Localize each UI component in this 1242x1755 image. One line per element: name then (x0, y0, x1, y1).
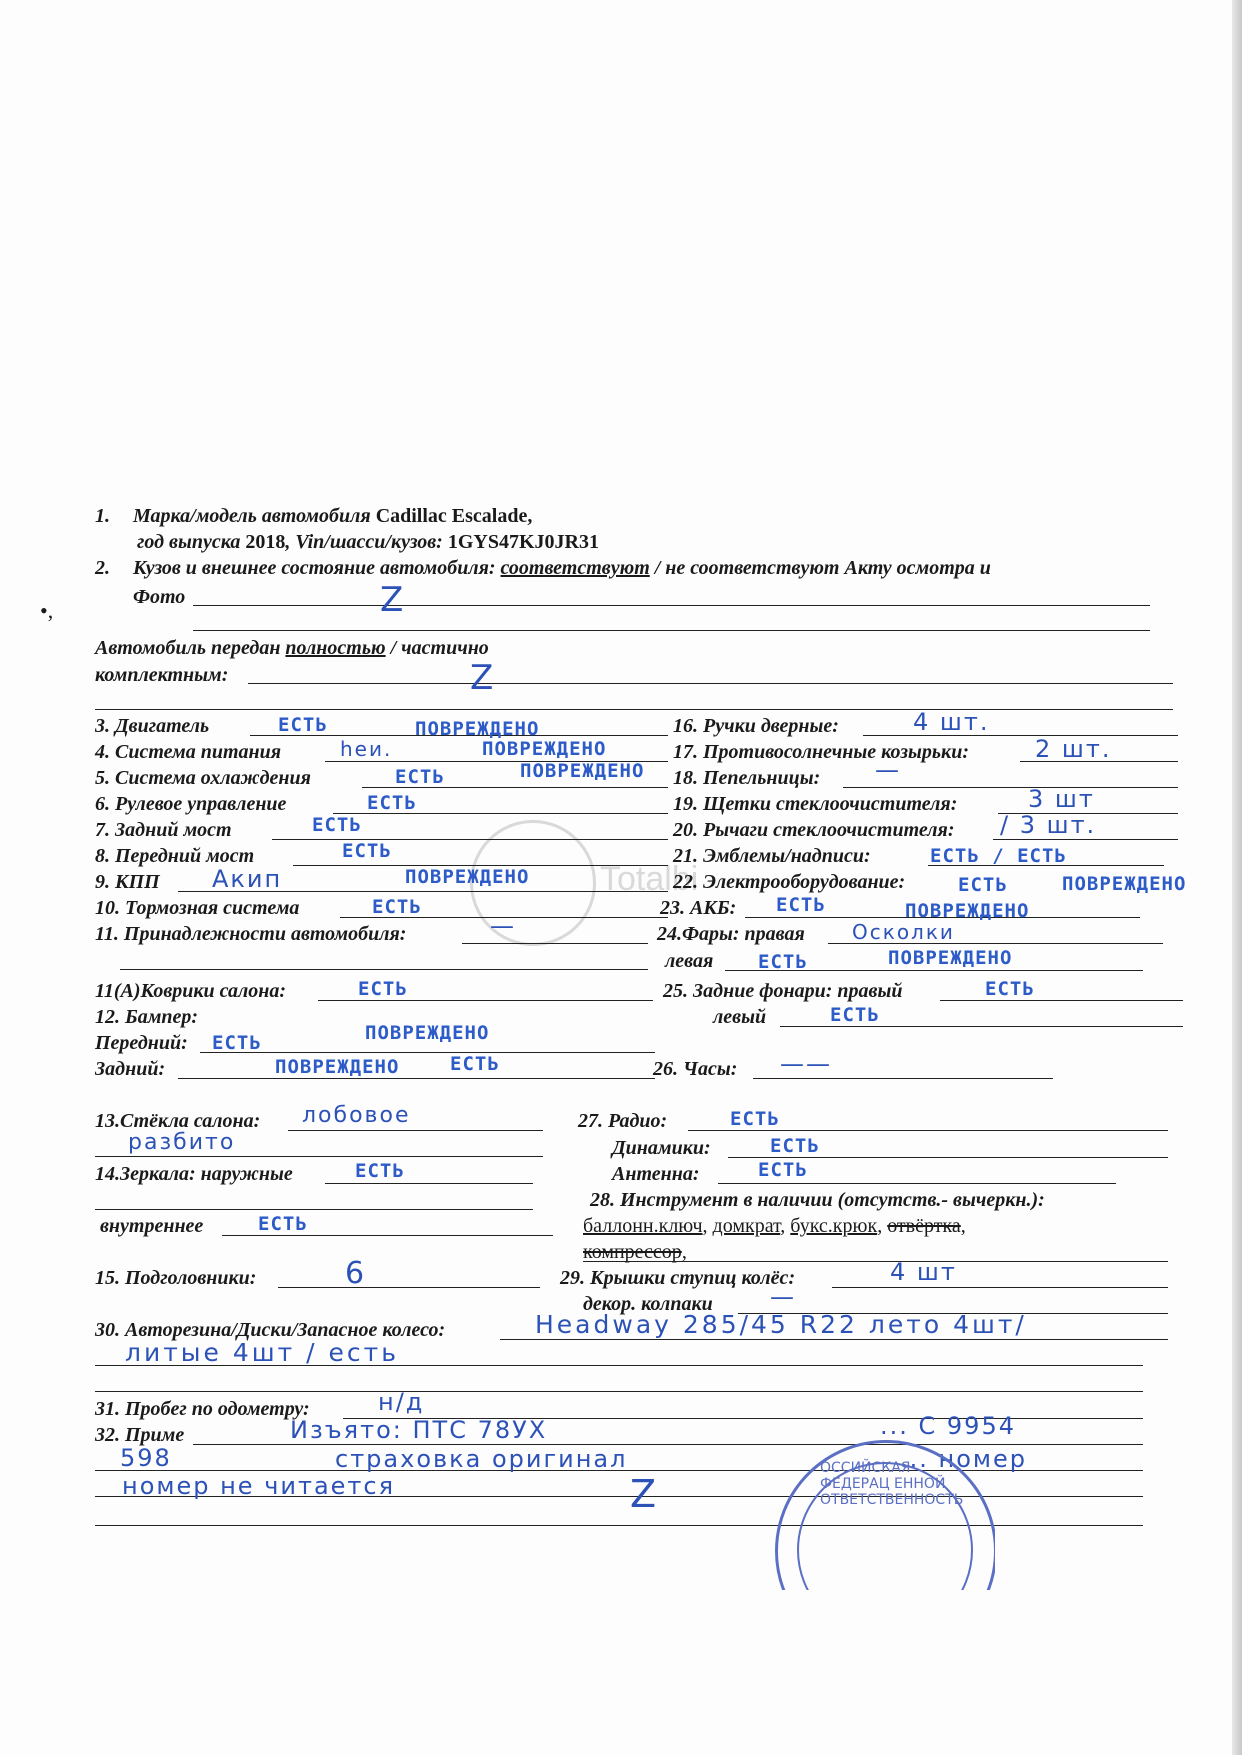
speakers-stamp: ЕСТЬ (770, 1135, 820, 1157)
engine-label: 3. Двигатель (95, 715, 210, 737)
mirrors-inner-stamp: ЕСТЬ (258, 1213, 308, 1235)
emblems-stamp: ЕСТЬ / ЕСТЬ (930, 845, 1067, 867)
item-2-option-match: соответствуют (500, 557, 650, 579)
gearbox-label: 9. КПП (95, 871, 160, 893)
antenna-line (718, 1183, 1116, 1184)
wiper-arms-line (993, 839, 1178, 840)
door-handles-handwritten: 4 шт. (913, 708, 990, 736)
item-1-line2 (137, 531, 599, 553)
rear-axle-line (272, 839, 668, 840)
glass-line-2 (95, 1156, 543, 1157)
glass-handwritten-2: разбито (128, 1130, 236, 1155)
tool-jack: домкрат (712, 1215, 781, 1237)
scan-edge (1232, 0, 1242, 1755)
sun-visors-label: 17. Противосолнечные козырьки: (673, 741, 969, 763)
bumper-rear-stamp-present: ЕСТЬ (450, 1053, 500, 1075)
tool-screwdriver: отвёртка (887, 1215, 961, 1237)
gearbox-handwritten: Акип (212, 865, 283, 893)
electrical-label: 22. Электрооборудование: (673, 871, 906, 893)
accessories-handwritten: — (490, 912, 516, 940)
wiper-blades-handwritten: 3 шт (1028, 785, 1095, 813)
brakes-stamp: ЕСТЬ (372, 896, 422, 918)
hubcaps-handwritten: 4 шт (890, 1258, 957, 1286)
notes-handwritten-z: Z (630, 1472, 659, 1516)
decor-caps-label: декор. колпаки (583, 1293, 713, 1315)
mirrors-inner-line (222, 1235, 553, 1236)
door-handles-line (863, 735, 1178, 736)
photo-line-2 (193, 630, 1150, 631)
notes-handwritten-2: страховка оригинал (335, 1445, 628, 1473)
hubcaps-line (832, 1287, 1168, 1288)
vin-label: , Vin/шасси/кузов: (285, 531, 443, 553)
mirrors-outer-stamp: ЕСТЬ (355, 1160, 405, 1182)
bumper-rear-line (178, 1078, 655, 1079)
tools-list: баллонн.ключ, домкрат, букс.крюк, отвёртка, (583, 1215, 966, 1237)
front-axle-stamp: ЕСТЬ (342, 840, 392, 862)
mats-line (318, 1000, 653, 1001)
steering-label: 6. Рулевое управление (95, 793, 287, 815)
transfer-handwritten-z: Z (470, 658, 496, 698)
complete-line (248, 683, 1173, 684)
item-1-line (133, 505, 532, 527)
mats-stamp: ЕСТЬ (358, 978, 408, 1000)
tires-line (500, 1339, 1168, 1340)
headrests-handwritten: 6 (345, 1256, 367, 1291)
radio-line (688, 1130, 1168, 1131)
headlight-left-stamp-damaged: ПОВРЕЖДЕНО (888, 947, 1013, 969)
wiper-arms-handwritten: / 3 шт. (1000, 811, 1097, 839)
battery-label: 23. АКБ: (660, 897, 737, 919)
rear-lights-left-label: левый (713, 1006, 767, 1028)
tool-wheel-wrench: баллонн.ключ (583, 1215, 703, 1237)
bumper-rear-stamp-damaged: ПОВРЕЖДЕНО (275, 1056, 400, 1078)
cooling-stamp-damaged: ПОВРЕЖДЕНО (520, 760, 645, 782)
front-axle-label: 8. Передний мост (95, 845, 255, 867)
item-1-number: 1. (95, 505, 110, 527)
notes-handwritten-1b: ... С 9954 (880, 1412, 1016, 1440)
headlight-right-handwritten: Осколки (852, 920, 955, 944)
mirrors-inner-label: внутреннее (100, 1215, 204, 1237)
accessories-label: 11. Принадлежности автомобиля: (95, 923, 407, 945)
tires-label: 30. Авторезина/Диски/Запасное колесо: (95, 1319, 446, 1341)
antenna-label: Антенна: (612, 1163, 700, 1185)
headlight-right-label: 24.Фары: правая (657, 923, 805, 945)
bumper-front-stamp-present: ЕСТЬ (212, 1032, 262, 1054)
radio-label: 27. Радио: (578, 1110, 668, 1132)
cooling-label: 5. Система охлаждения (95, 767, 311, 789)
item-2-number: 2. (95, 557, 110, 579)
accessories-line (462, 943, 648, 944)
mirrors-line-2 (95, 1209, 533, 1210)
glass-handwritten-1: лобовое (302, 1103, 411, 1128)
speakers-label: Динамики: (612, 1137, 711, 1159)
headrests-label: 15. Подголовники: (95, 1267, 257, 1289)
seal-text: ОССИЙСКАЯ ФЕДЕРАЦ ЕННОЙ ОТВЕТСТВЕННОСТЬ (820, 1460, 964, 1508)
headlight-left-label: левая (665, 950, 714, 972)
scan-speck: •, (40, 598, 54, 623)
transfer-line (95, 637, 489, 659)
sun-visors-handwritten: 2 шт. (1035, 735, 1112, 763)
rear-axle-label: 7. Задний мост (95, 819, 232, 841)
clock-line (753, 1078, 1053, 1079)
decor-caps-handwritten: — (770, 1283, 796, 1311)
rear-lights-right-stamp: ЕСТЬ (985, 978, 1035, 1000)
tool-tow-hook: букс.крюк (790, 1215, 878, 1237)
tires-handwritten-2: литые 4шт / есть (125, 1338, 399, 1367)
hubcaps-label: 29. Крышки ступиц колёс: (560, 1267, 796, 1289)
transfer-option-full: полностью (285, 637, 386, 659)
electrical-stamp-present: ЕСТЬ (958, 874, 1008, 896)
ashtrays-label: 18. Пепельницы: (673, 767, 821, 789)
transfer-label: Автомобиль передан (95, 637, 281, 659)
speakers-line (728, 1157, 1168, 1158)
tool-compressor: компрессор (583, 1241, 682, 1263)
notes-handwritten-2b: ... номер (900, 1445, 1027, 1473)
headlight-left-stamp-present: ЕСТЬ (758, 951, 808, 973)
notes-handwritten-1: Изъято: ПТС 78УХ (290, 1416, 548, 1444)
item-2-option-rest: / не соответствуют Акту осмотра и (649, 557, 991, 579)
electrical-stamp-damaged: ПОВРЕЖДЕНО (1062, 873, 1187, 895)
rear-axle-stamp: ЕСТЬ (312, 814, 362, 836)
headrests-line (278, 1287, 540, 1288)
rear-lights-right-line (940, 1000, 1183, 1001)
engine-stamp-damaged: ПОВРЕЖДЕНО (415, 718, 540, 740)
rear-lights-left-stamp: ЕСТЬ (830, 1004, 880, 1026)
item-1-label: Марка/модель автомобиля (133, 505, 371, 527)
mileage-label: 31. Пробег по одометру: (95, 1398, 310, 1420)
rear-lights-label: 25. Задние фонари: правый (663, 980, 903, 1002)
item-2-label: Кузов и внешнее состояние автомобиля: (133, 557, 496, 579)
bumper-front-stamp-damaged: ПОВРЕЖДЕНО (365, 1022, 490, 1044)
year-value: 2018 (245, 531, 286, 553)
company-seal (775, 1440, 995, 1590)
fuel-system-label: 4. Система питания (95, 741, 282, 763)
year-label: год выпуска (137, 531, 241, 553)
mileage-handwritten: н/д (378, 1388, 425, 1416)
item-2-handwritten-z: Z (380, 580, 406, 620)
clock-handwritten: —— (780, 1050, 832, 1078)
mirrors-outer-line (325, 1183, 533, 1184)
item-2-photo-label: Фото (133, 586, 186, 608)
radio-stamp: ЕСТЬ (730, 1108, 780, 1130)
glass-label: 13.Стёкла салона: (95, 1110, 261, 1132)
watermark-text: Totalbi (600, 860, 699, 898)
complete-line-2 (95, 709, 1173, 710)
notes-label: 32. Приме (95, 1424, 185, 1446)
tires-line-3 (95, 1391, 1143, 1392)
emblems-label: 21. Эмблемы/надписи: (673, 845, 871, 867)
ashtrays-line (843, 787, 1178, 788)
fuel-system-stamp: ПОВРЕЖДЕНО (482, 738, 607, 760)
bumper-rear-label: Задний: (95, 1058, 166, 1080)
wiper-blades-label: 19. Щетки стеклоочистителя: (673, 793, 958, 815)
antenna-stamp: ЕСТЬ (758, 1159, 808, 1181)
mirrors-label: 14.Зеркала: наружные (95, 1163, 293, 1185)
battery-stamp-damaged: ПОВРЕЖДЕНО (905, 900, 1030, 922)
mats-label: 11(А)Коврики салона: (95, 980, 287, 1002)
notes-handwritten-2a: 598 (120, 1444, 172, 1472)
rear-lights-left-line (780, 1026, 1183, 1027)
steering-stamp: ЕСТЬ (367, 792, 417, 814)
glass-line (288, 1130, 543, 1131)
door-handles-label: 16. Ручки дверные: (673, 715, 839, 737)
vin-value: 1GYS47KJ0JR31 (447, 531, 599, 553)
item-1-model: Cadillac Escalade, (375, 505, 533, 527)
battery-stamp-present: ЕСТЬ (776, 894, 826, 916)
tools-list-2: компрессор, (583, 1241, 687, 1263)
notes-handwritten-3: номер не читается (122, 1472, 396, 1500)
tires-handwritten-1: Headway 285/45 R22 лето 4шт/ (535, 1310, 1027, 1339)
bumper-front-line (200, 1052, 655, 1053)
gearbox-stamp: ПОВРЕЖДЕНО (405, 866, 530, 888)
photo-line (193, 605, 1150, 606)
tools-label: 28. Инструмент в наличии (отсутств.- вычеркн.): (590, 1189, 1045, 1211)
wiper-arms-label: 20. Рычаги стеклоочистителя: (673, 819, 955, 841)
tools-line (583, 1261, 1168, 1262)
clock-label: 26. Часы: (653, 1058, 738, 1080)
bumper-front-label: Передний: (95, 1032, 188, 1054)
complete-label: комплектным: (95, 664, 229, 686)
accessories-line-2 (120, 969, 648, 970)
item-2-line (133, 557, 991, 579)
transfer-option-part: / частично (385, 637, 489, 659)
cooling-stamp-present: ЕСТЬ (395, 766, 445, 788)
ashtrays-handwritten: — (875, 756, 901, 784)
fuel-system-handwritten: hеи. (340, 737, 393, 761)
brakes-label: 10. Тормозная система (95, 897, 300, 919)
engine-stamp-present: ЕСТЬ (278, 714, 328, 736)
bumper-label: 12. Бампер: (95, 1006, 199, 1028)
